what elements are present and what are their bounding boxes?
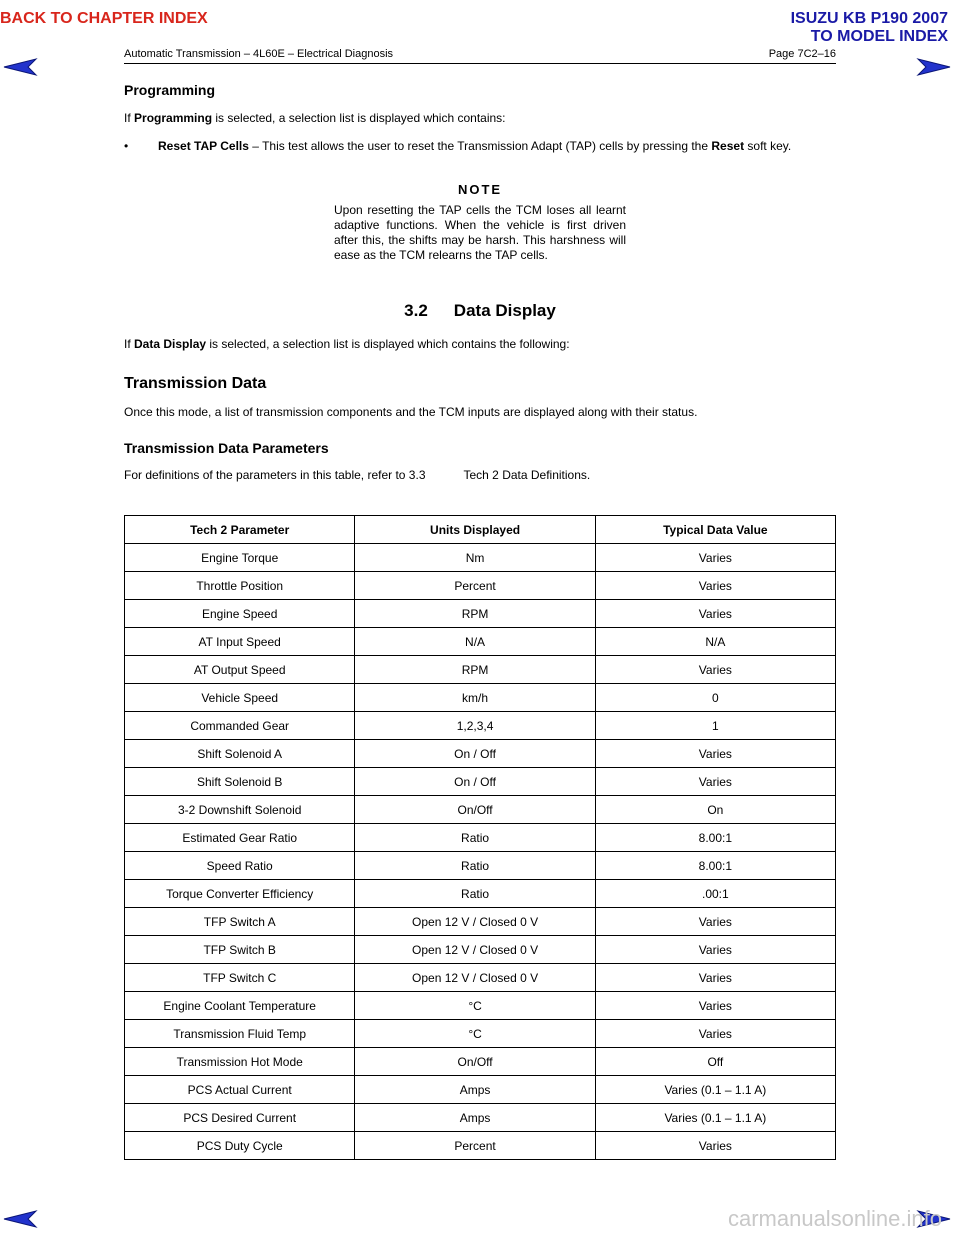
table-cell: On/Off [355,796,595,824]
back-to-chapter-index-link[interactable]: BACK TO CHAPTER INDEX [0,10,208,27]
table-cell: km/h [355,684,595,712]
parameters-reference: For definitions of the parameters in this table, refer to 3.3 Tech 2 Data Definitions. [124,468,591,482]
table-cell: Varies [595,600,835,628]
table-cell: Torque Converter Efficiency [125,880,355,908]
transmission-data-heading: Transmission Data [124,375,267,392]
table-cell: 3-2 Downshift Solenoid [125,796,355,824]
table-cell: Off [595,1048,835,1076]
table-row [125,740,836,768]
table-cell: °C [355,992,595,1020]
model-index-link[interactable] [791,10,948,46]
table-row [125,908,836,936]
table-row [125,880,836,908]
table-cell: Open 12 V / Closed 0 V [355,936,595,964]
table-header-row [125,516,836,544]
table-row [125,768,836,796]
table-row [125,992,836,1020]
table-cell: Ratio [355,852,595,880]
note-body: Upon resetting the TAP cells the TCM loses all learnt adaptive functions. When the vehicle is first driven after this, the shifts may be harsh. This harshness will ease as the TCM relearns the TAP cells. [334,203,626,262]
table-cell: On / Off [355,768,595,796]
table-cell: Amps [355,1076,595,1104]
table-cell: Vehicle Speed [125,684,355,712]
table-cell: Speed Ratio [125,852,355,880]
table-cell: Varies [595,1132,835,1160]
table-row [125,1132,836,1160]
table-cell: Ratio [355,824,595,852]
table-cell: Varies [595,768,835,796]
table-row [125,544,836,572]
table-cell: Transmission Hot Mode [125,1048,355,1076]
table-cell: Varies [595,936,835,964]
table-row [125,1076,836,1104]
table-cell: 8.00:1 [595,852,835,880]
parameters-table [124,515,836,1160]
table-cell: Engine Speed [125,600,355,628]
parameters-heading: Transmission Data Parameters [124,440,329,456]
table-cell: Varies (0.1 – 1.1 A) [595,1104,835,1132]
table-cell: Varies [595,740,835,768]
table-row [125,852,836,880]
table-row [125,964,836,992]
table-cell: AT Input Speed [125,628,355,656]
table-row [125,1048,836,1076]
table-cell: N/A [595,628,835,656]
table-row [125,712,836,740]
previous-page-arrow-bottom-icon[interactable] [2,1208,38,1230]
table-cell: Open 12 V / Closed 0 V [355,964,595,992]
table-cell: Engine Coolant Temperature [125,992,355,1020]
table-cell: Varies [595,992,835,1020]
table-cell: PCS Desired Current [125,1104,355,1132]
table-cell: Varies [595,656,835,684]
table-cell: AT Output Speed [125,656,355,684]
table-cell: On/Off [355,1048,595,1076]
table-cell: On [595,796,835,824]
table-cell: RPM [355,656,595,684]
watermark: carmanualsonline.info [727,1206,942,1231]
table-cell: PCS Duty Cycle [125,1132,355,1160]
note-title: NOTE [457,182,503,197]
table-row [125,572,836,600]
table-row [125,628,836,656]
table-cell: Amps [355,1104,595,1132]
document-title: Automatic Transmission – 4L60E – Electrical Diagnosis [124,48,394,60]
programming-intro: If Programming is selected, a selection list is displayed which contains: [124,111,506,125]
table-row [125,600,836,628]
table-cell: Shift Solenoid A [125,740,355,768]
table-cell: Varies [595,544,835,572]
header-rule [124,63,836,64]
table-row [125,656,836,684]
table-cell: Engine Torque [125,544,355,572]
section-heading: 3.2 Data Display [404,301,556,320]
table-cell: Varies (0.1 – 1.1 A) [595,1076,835,1104]
table-cell: TFP Switch B [125,936,355,964]
table-cell: TFP Switch A [125,908,355,936]
table-cell: Percent [355,1132,595,1160]
data-display-intro: If Data Display is selected, a selection list is displayed which contains the following: [124,337,570,351]
table-cell: Varies [595,964,835,992]
table-cell: °C [355,1020,595,1048]
page-content [124,82,836,483]
model-index-label[interactable]: TO MODEL INDEX [810,28,948,45]
table-cell: PCS Actual Current [125,1076,355,1104]
column-header: Typical Data Value [595,516,835,544]
table-cell: Transmission Fluid Temp [125,1020,355,1048]
table-cell: RPM [355,600,595,628]
table-cell: TFP Switch C [125,964,355,992]
table-row [125,796,836,824]
programming-heading: Programming [124,82,216,98]
table-row [125,824,836,852]
previous-page-arrow-icon[interactable] [2,56,38,78]
table-cell: Varies [595,908,835,936]
table-cell: Ratio [355,880,595,908]
table-row [125,1020,836,1048]
table-cell: 0 [595,684,835,712]
table-row [125,684,836,712]
transmission-data-text: Once this mode, a list of transmission components and the TCM inputs are displayed along with their status. [124,405,698,419]
table-cell: Open 12 V / Closed 0 V [355,908,595,936]
table-cell: Nm [355,544,595,572]
table-cell: Percent [355,572,595,600]
next-page-arrow-icon[interactable] [916,56,952,78]
table-cell: Varies [595,1020,835,1048]
table-cell: Estimated Gear Ratio [125,824,355,852]
column-header: Units Displayed [355,516,595,544]
table-row [125,936,836,964]
table-cell: 1 [595,712,835,740]
model-title[interactable]: ISUZU KB P190 2007 [790,10,948,27]
table-cell: Shift Solenoid B [125,768,355,796]
table-cell: 8.00:1 [595,824,835,852]
tech2-definitions-link[interactable]: Tech 2 Data Definitions. [463,468,591,482]
reset-tap-cells-item: • Reset TAP Cells – This test allows the user to reset the Transmission Adapt (TAP) cells by pressing the Reset soft key. [124,139,792,153]
column-header: Tech 2 Parameter [125,516,355,544]
page-number: Page 7C2–16 [768,48,836,60]
table-cell: .00:1 [595,880,835,908]
table-cell: 1,2,3,4 [355,712,595,740]
table-cell: N/A [355,628,595,656]
table-cell: On / Off [355,740,595,768]
table-cell: Varies [595,572,835,600]
table-cell: Commanded Gear [125,712,355,740]
bullet-icon: • [124,139,129,153]
table-cell: Throttle Position [125,572,355,600]
table-row [125,1104,836,1132]
